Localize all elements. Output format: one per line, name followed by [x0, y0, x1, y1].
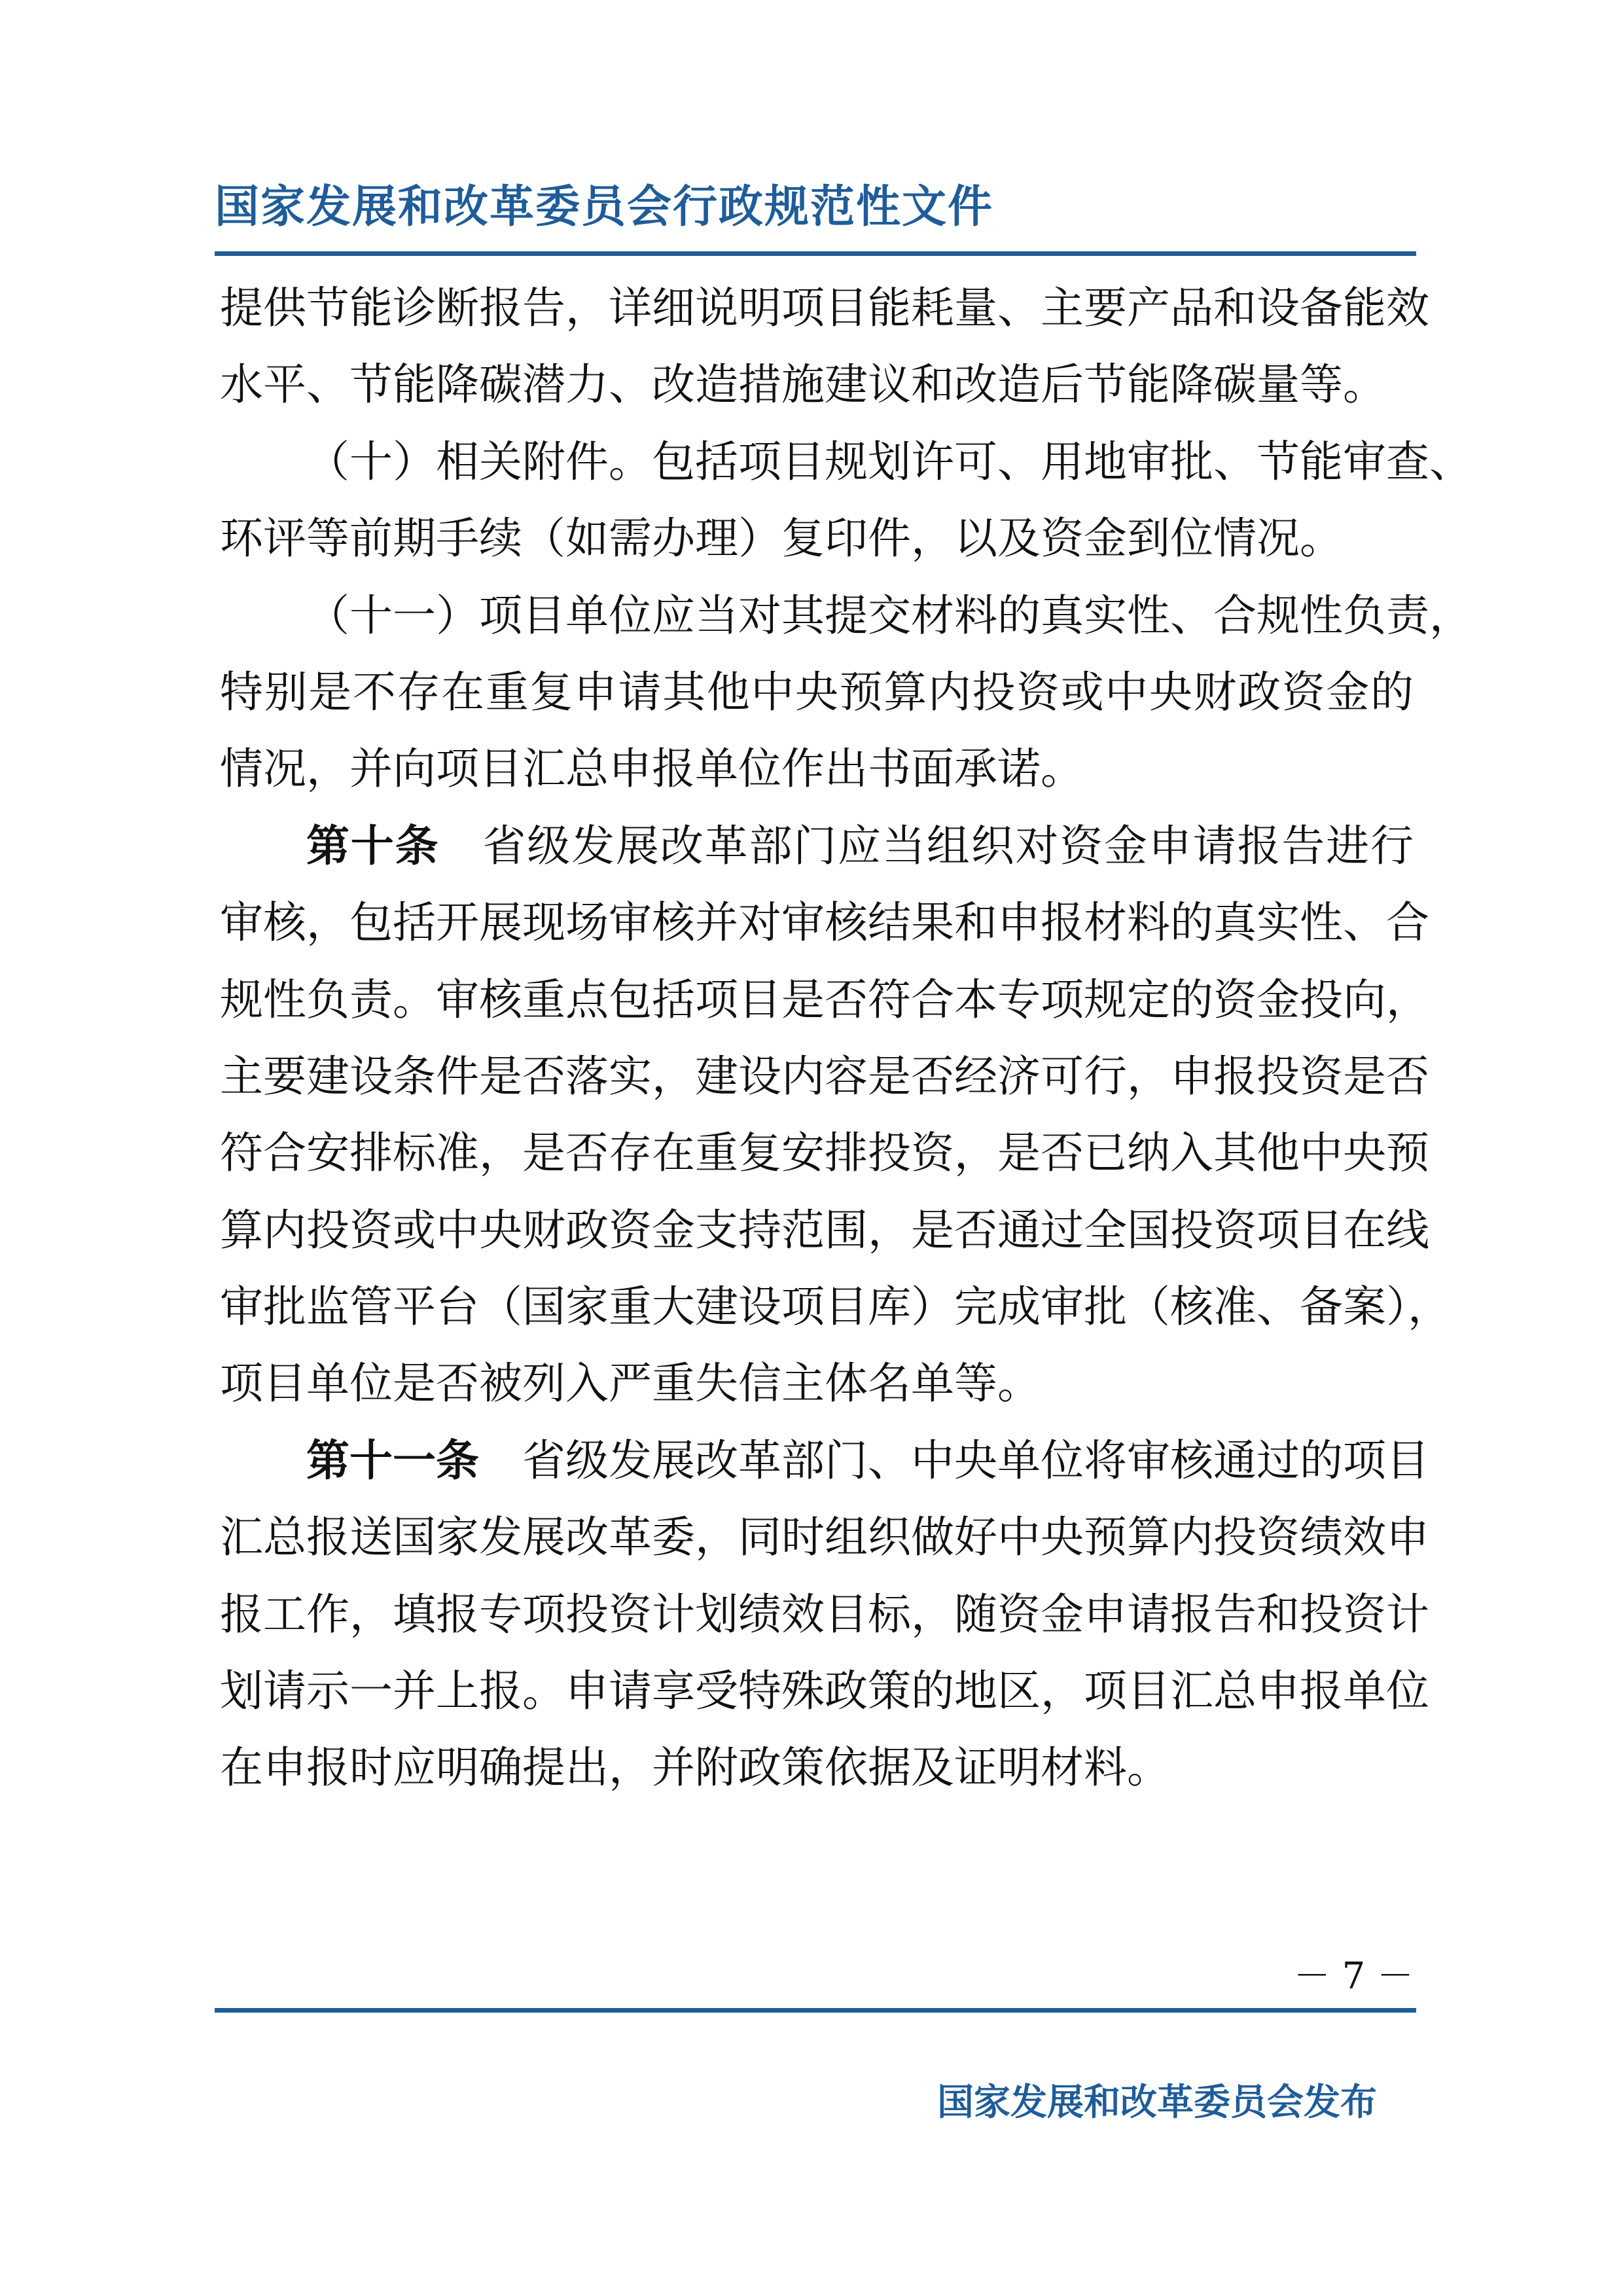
body-line: 水平、节能降碳潜力、改造措施建议和改造后节能降碳量等。 — [220, 359, 1386, 410]
body-line: 项目单位是否被列入严重失信主体名单等。 — [220, 1358, 1041, 1409]
body-line: 规性负责。审核重点包括项目是否符合本专项规定的资金投向， — [220, 974, 1429, 1025]
body-line: 审核，包括开展现场审核并对审核结果和申报材料的真实性、合 — [220, 897, 1429, 948]
page-number: － 7 － — [1293, 1955, 1414, 1998]
header-title: 国家发展和改革委员会行政规范性文件 — [215, 181, 994, 233]
body-line: 提供节能诊断报告，详细说明项目能耗量、主要产品和设备能效 — [220, 283, 1429, 333]
body-line: 情况，并向项目汇总申报单位作出书面承诺。 — [220, 744, 1084, 795]
article-10-label: 第十条 — [306, 820, 440, 871]
body-line: 主要建设条件是否落实，建设内容是否经济可行，申报投资是否 — [220, 1050, 1429, 1102]
footer-publisher: 国家发展和改革委员会发布 — [937, 2081, 1377, 2124]
body-line: （十一）项目单位应当对其提交材料的真实性、合规性负责， — [306, 590, 1472, 641]
header-divider — [215, 251, 1416, 256]
article-11-label: 第十一条 — [306, 1435, 479, 1486]
body-line: 特别是不存在重复申请其他中央预算内投资或中央财政资金的 — [220, 666, 1414, 717]
body-line: 审批监管平台（国家重大建设项目库）完成审批（核准、备案）， — [220, 1282, 1451, 1333]
body-line: 报工作，填报专项投资计划绩效目标，随资金申请报告和投资计 — [220, 1588, 1429, 1640]
body-line: （十）相关附件。包括项目规划许可、用地审批、节能审查、 — [306, 436, 1472, 487]
article-11-first-line — [220, 1422, 1429, 1499]
body-line: 算内投资或中央财政资金支持范围，是否通过全国投资项目在线 — [220, 1204, 1429, 1255]
body-line: 环评等前期手续（如需办理）复印件，以及资金到位情况。 — [220, 513, 1343, 564]
body-line: 划请示一并上报。申请享受特殊政策的地区，项目汇总申报单位 — [220, 1666, 1429, 1717]
body-line: 符合安排标准，是否存在重复安排投资，是否已纳入其他中央预 — [220, 1128, 1429, 1179]
body-line: 在申报时应明确提出，并附政策依据及证明材料。 — [220, 1742, 1170, 1793]
article-10-first-line — [220, 808, 1414, 884]
body-line: 汇总报送国家发展改革委，同时组织做好中央预算内投资绩效申 — [220, 1512, 1429, 1563]
body-line-text: 省级发展改革部门、中央单位将审核通过的项目 — [522, 1435, 1429, 1486]
document-body — [220, 270, 1472, 1806]
footer-divider — [215, 2008, 1416, 2013]
body-line-text: 省级发展改革部门应当组织对资金申请报告进行 — [482, 820, 1414, 871]
